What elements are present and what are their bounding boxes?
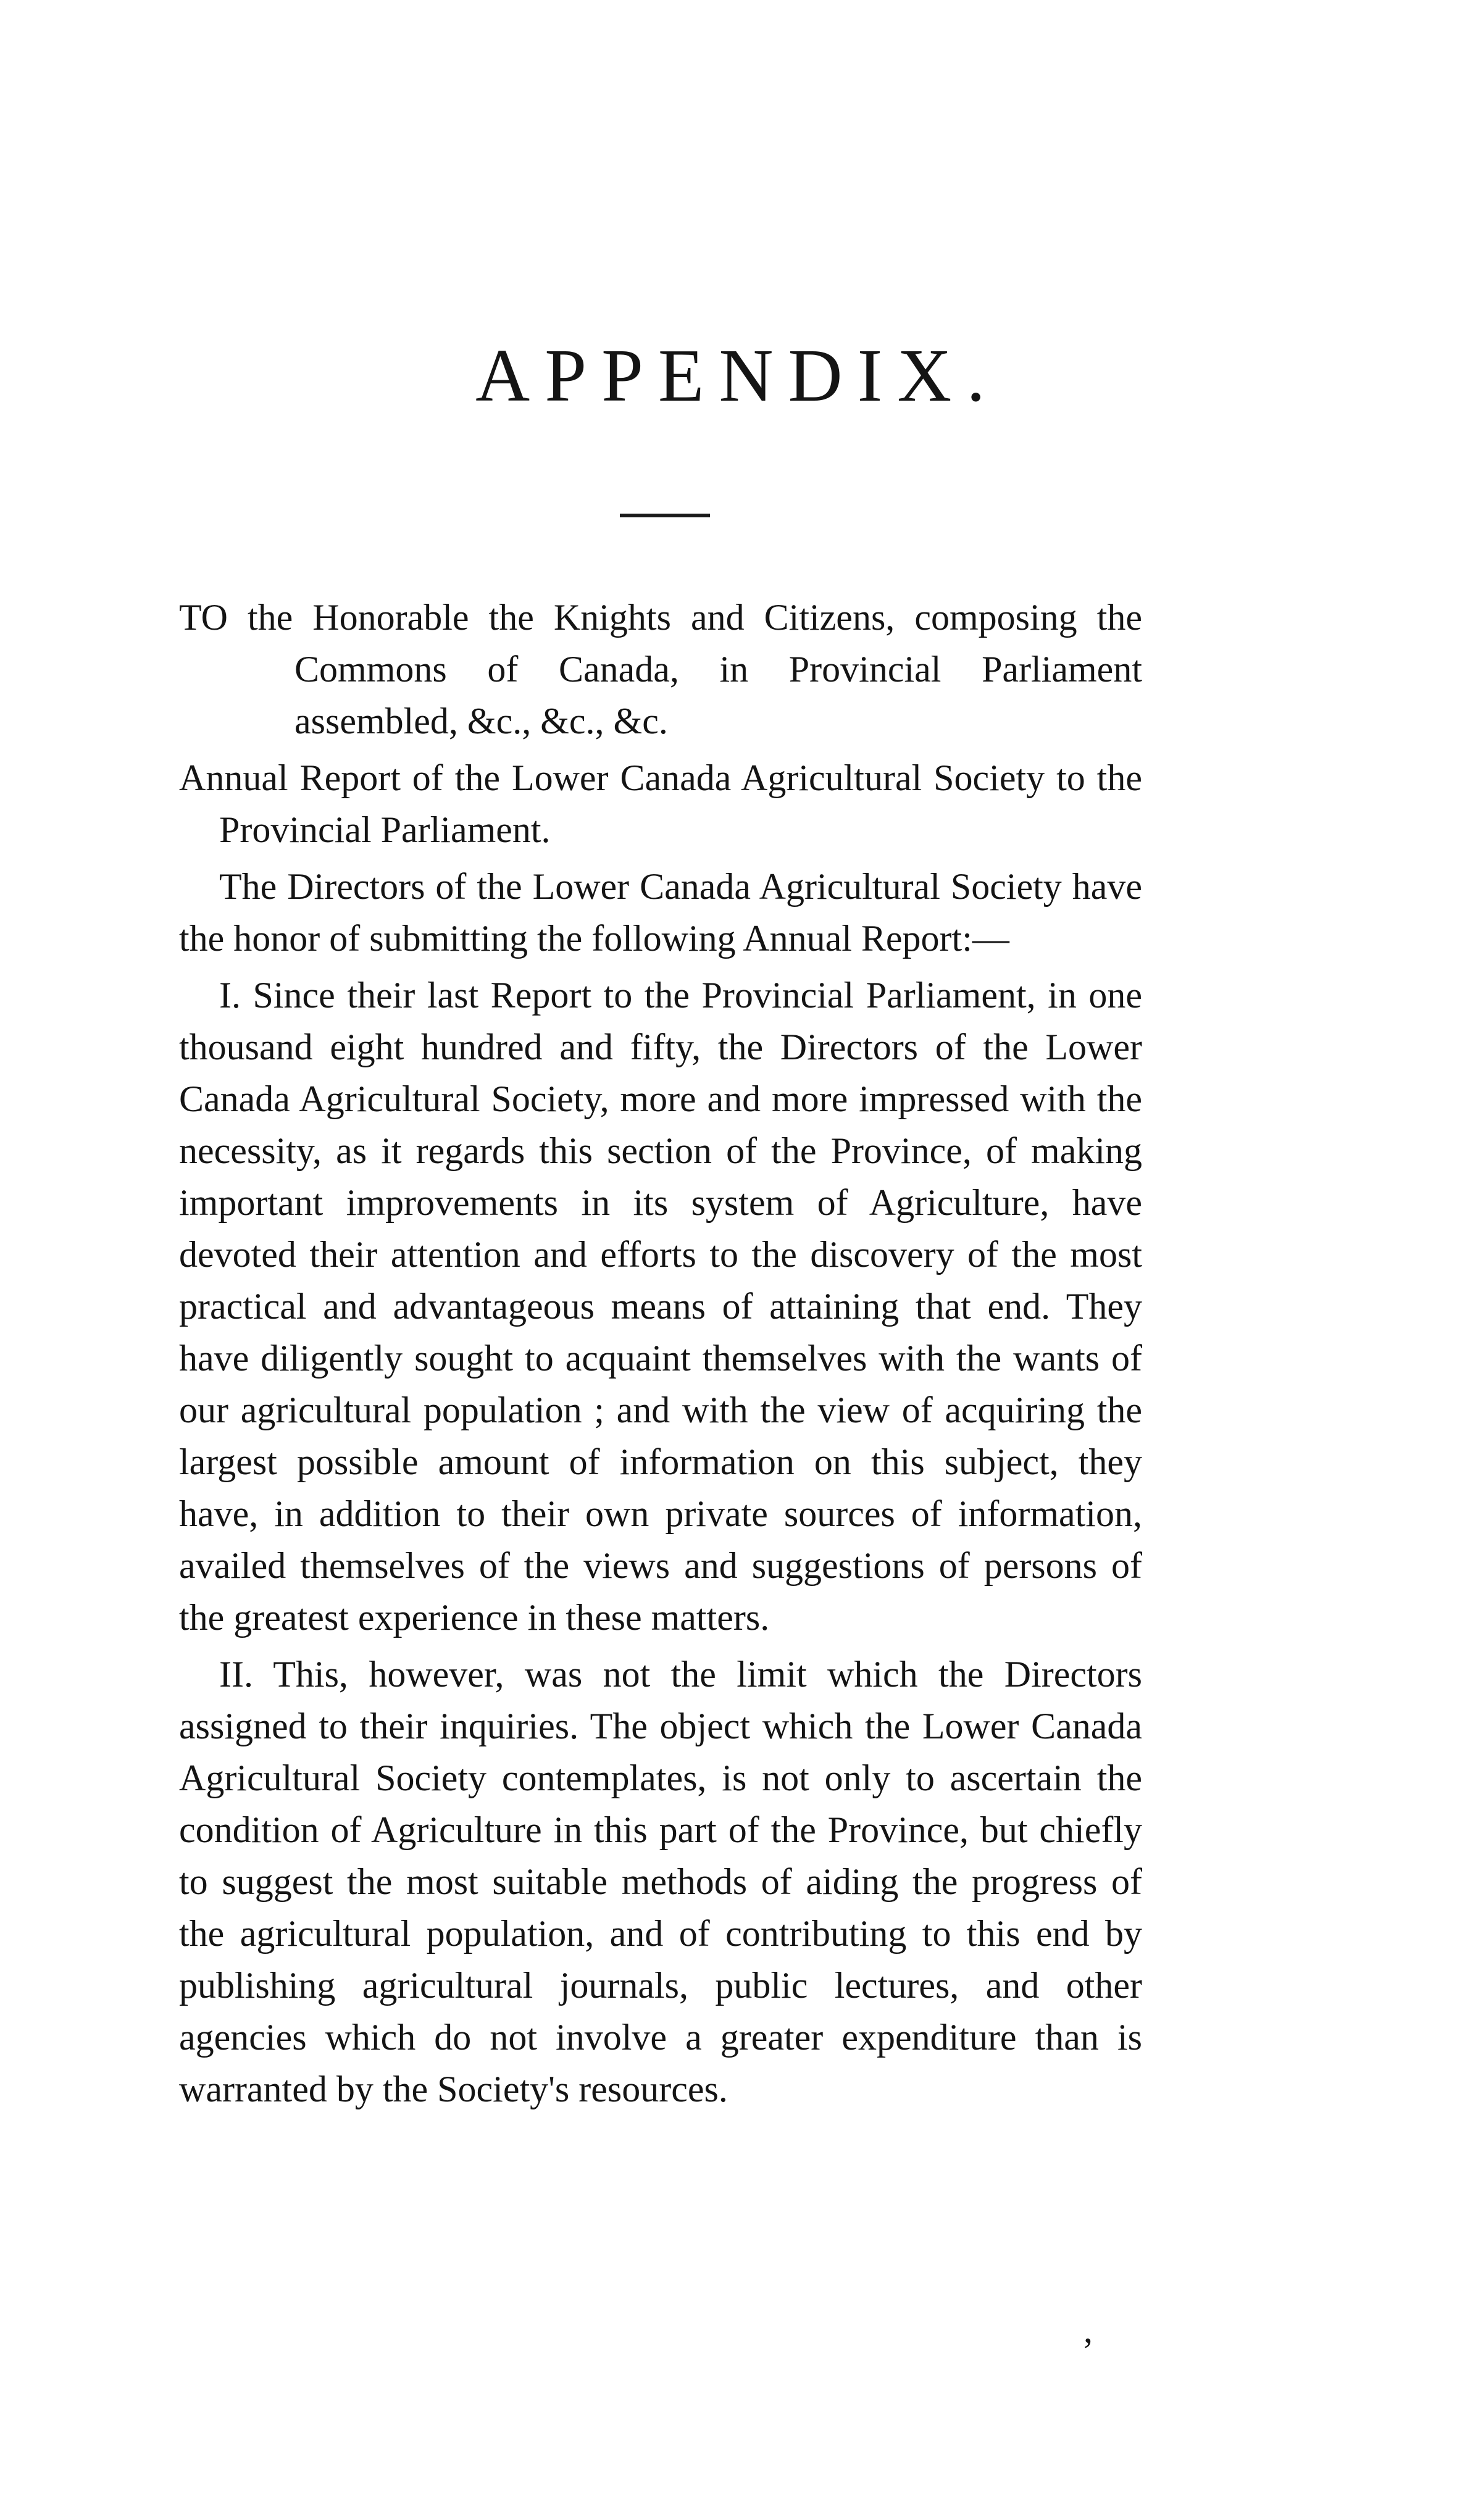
report-title-paragraph: Annual Report of the Lower Canada Agricultural Society to the Provincial Parliament. [179, 757, 1142, 850]
appendix-heading: APPENDIX. [475, 334, 1000, 417]
paragraph-one: I. Since their last Report to the Provincial Parliament, in one thousand eight hundred and fifty, the Directors of the Lower Canada Agricultural Society, more and more impressed with the necessity, as it regards this section of the Province, of making important improvements in its system of Agriculture, have devoted their attention and efforts to the discovery of the most practical and advantageous means of attaining that end. They have diligently sought to acquaint themselves with the wants of our agricultural population ; and with the view of acquiring the largest possible amount of information on this subject, they have, in addition to their own private sources of information, availed themselves of the views and suggestions of persons of the greatest experience in these matters. [179, 975, 1142, 1638]
heading-rule [620, 514, 710, 517]
print-speck-mark: ʼ [1082, 2330, 1094, 2371]
address-paragraph: TO the Honorable the Knights and Citizens, composing the Commons of Canada, in Provincial Parliament assembled, &c., &c., &c. [179, 597, 1142, 741]
intro-paragraph: The Directors of the Lower Canada Agricultural Society have the honor of submitting the following Annual Report:— [179, 866, 1142, 959]
paragraph-two: II. This, however, was not the limit which the Directors assigned to their inquiries. The object which the Lower Canada Agricultural Society contemplates, is not only to ascertain the condition of Agriculture in this part of the Province, but chiefly to suggest the most suitable methods of aiding the progress of the agricultural population, and of contributing to this end by publishing agricultural journals, public lectures, and other agencies which do not involve a greater expenditure than is warranted by the Society's resources. [179, 1654, 1142, 2109]
body-text [179, 591, 1142, 2120]
